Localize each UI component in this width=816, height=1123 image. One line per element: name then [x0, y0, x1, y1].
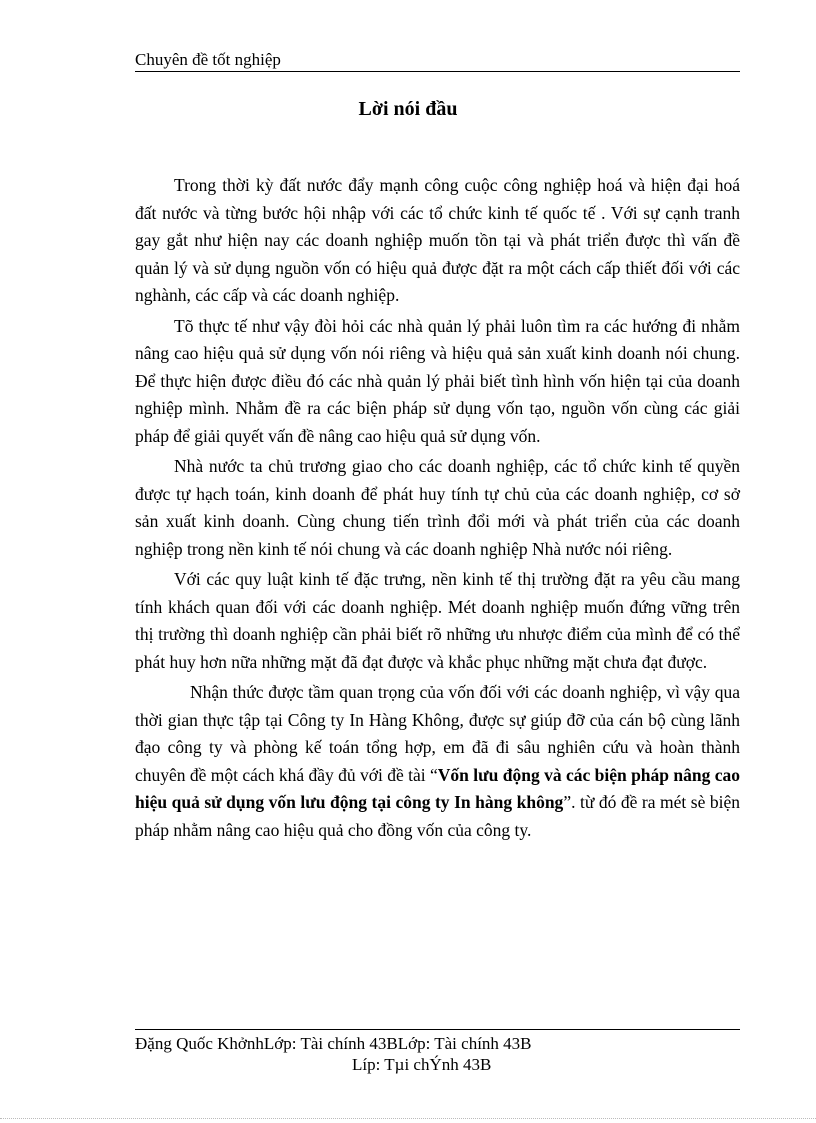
page-header — [135, 50, 740, 72]
paragraph-5-text: Nhận thức được tầm quan trọng của vốn đối với các doanh nghiệp, vì vậy qua thời gian thực tập tại Công ty In Hàng Không, được sự giúp đỡ của cán bộ cùng lãnh đạo công ty và phòng kế toán tổng hợp, em đã đi sâu nghiên cứu và hoàn thành chuyên đề một cách khá đầy đủ với đề tài “ — [135, 682, 740, 785]
footer-line-2: Líp: Tµi chÝnh 43B — [352, 1055, 492, 1074]
footer-divider — [135, 1029, 740, 1030]
document-body — [135, 172, 740, 847]
page-bottom-border — [0, 1118, 816, 1119]
footer-line-1: Đặng Quốc KhởnhLớp: Tài chính 43BLớp: Tài chính 43B — [135, 1034, 532, 1053]
paragraph-2: Tõ thực tế như vậy đòi hỏi các nhà quản lý phải luôn tìm ra các hướng đi nhằm nâng cao hiệu quả sử dụng vốn nói riêng và hiệu quả sản xuất kinh doanh nói chung. Để thực hiện được điều đó các nhà quản lý phải biết tình hình vốn hiện tại của doanh nghiệp mình. Nhằm đề ra các biện pháp sử dụng vốn tạo, nguồn vốn cùng các giải pháp để giải quyết vấn đề nâng cao hiệu quả sử dụng vốn. — [135, 315, 740, 446]
thesis-topic: Vốn lưu động và các biện pháp nâng cao hiệu quả sử dụng vốn lưu động tại công ty In hàng không — [135, 764, 741, 812]
page-title: Lời nói đầu — [358, 98, 458, 120]
paragraph-5 — [135, 679, 740, 844]
paragraph-3: Nhà nước ta chủ trương giao cho các doanh nghiệp, các tổ chức kinh tế quyền được tự hạch toán, kinh doanh để phát huy tính tự chủ của các doanh nghiệp, cơ sở sản xuất kinh doanh. Cùng chung tiến trình đổi mới và phát triển của các doanh nghiệp trong nền kinh tế nói chung và các doanh nghiệp Nhà nước nói riêng. — [135, 456, 740, 559]
paragraph-1: Trong thời kỳ đất nước đẩy mạnh công cuộc công nghiệp hoá và hiện đại hoá đất nước và từng bước hội nhập với các tổ chức kinh tế quốc tế . Với sự cạnh tranh gay gắt như hiện nay các doanh nghiệp muốn tồn tại và phát triển được thì vấn đề quản lý và sử dụng nguồn vốn có hiệu quả được đặt ra một cách cấp thiết đối với các nghành, các cấp và các doanh nghiệp. — [135, 175, 740, 305]
paragraph-4: Với các quy luật kinh tế đặc trưng, nền kinh tế thị trường đặt ra yêu cầu mang tính khách quan đối với các doanh nghiệp. Mét doanh nghiệp muốn đứng vững trên thị trường thì doanh nghiệp cần phải biết rõ những ưu nhược điểm của mình để có thể phát huy hơn nữa những mặt đã đạt được và khắc phục những mặt chưa đạt được. — [135, 569, 740, 672]
header-text: Chuyên đề tốt nghiệp — [135, 50, 281, 69]
paragraph-5-tail: ”. từ đó đề ra mét sè biện pháp nhằm nâng cao hiệu quả cho đồng vốn của công ty. — [135, 792, 740, 840]
